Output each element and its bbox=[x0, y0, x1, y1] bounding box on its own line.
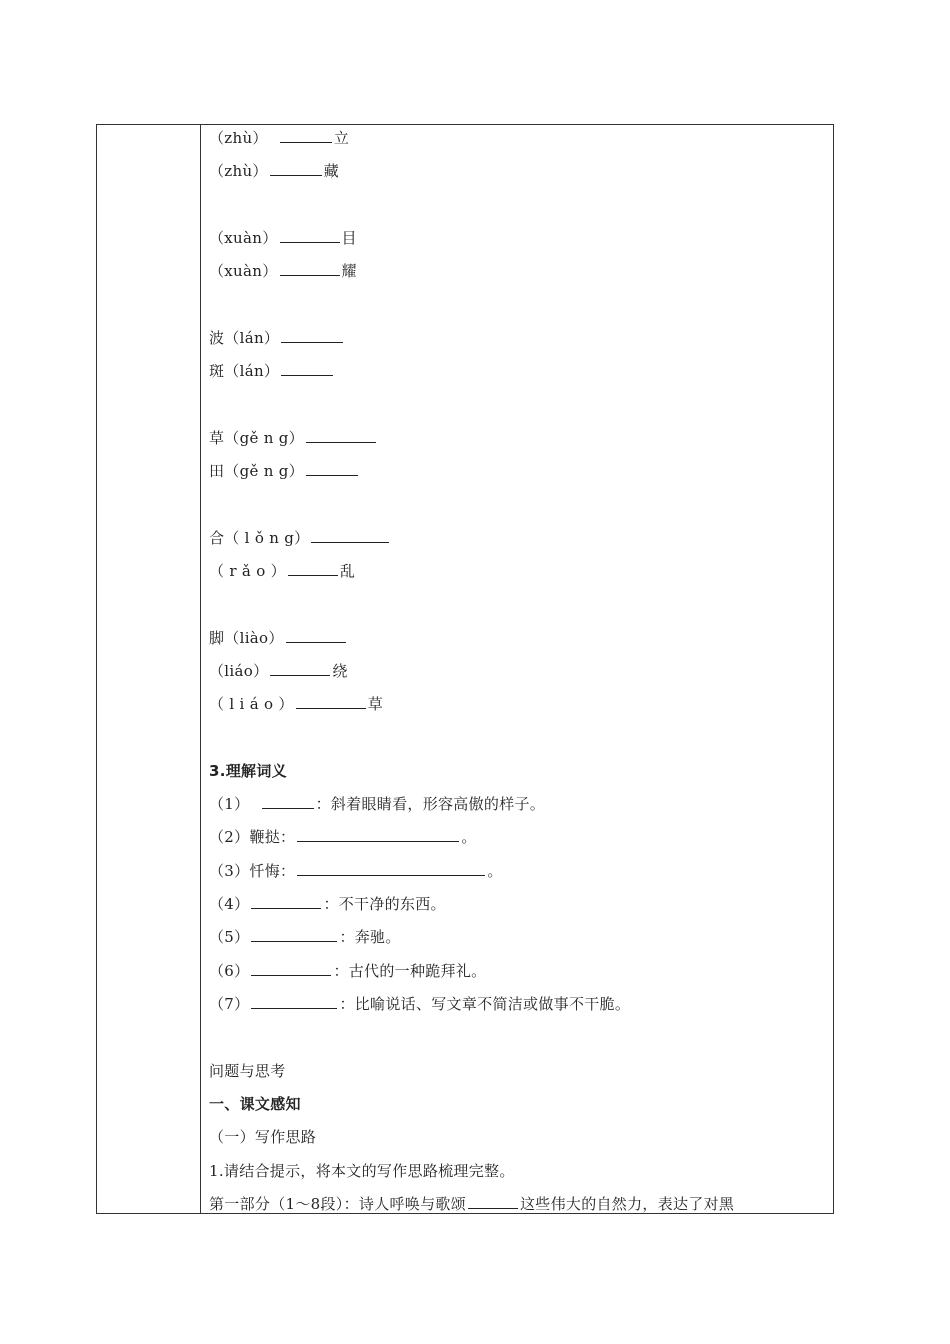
column-divider bbox=[200, 124, 201, 1214]
definition-item: （5） ：奔驰。 bbox=[209, 928, 401, 946]
answer-blank[interactable] bbox=[296, 694, 366, 709]
table-frame bbox=[96, 124, 834, 1214]
answer-blank[interactable] bbox=[280, 261, 340, 276]
part-title: 一、课文感知 bbox=[209, 1095, 301, 1113]
answer-blank[interactable] bbox=[281, 328, 343, 343]
answer-blank[interactable] bbox=[306, 428, 376, 443]
definition-item: （3）忏悔： 。 bbox=[209, 862, 503, 880]
sub-title: （一）写作思路 bbox=[209, 1128, 317, 1146]
definition-item: （7） ：比喻说话、写文章不简洁或做事不干脆。 bbox=[209, 995, 631, 1013]
pinyin-item: （liáo） 绕 bbox=[209, 662, 348, 680]
pinyin-item: （ l i á o ） 草 bbox=[209, 695, 384, 713]
pinyin-item: 田（gě n g） bbox=[209, 461, 360, 481]
answer-blank[interactable] bbox=[280, 228, 340, 243]
definition-item: （4） ：不干净的东西。 bbox=[209, 895, 446, 913]
answer-blank[interactable] bbox=[468, 1194, 518, 1209]
pinyin-item: （xuàn） 目 bbox=[209, 229, 357, 247]
answer-blank[interactable] bbox=[311, 528, 389, 543]
part-one-line: 第一部分（1～8段）：诗人呼唤与歌颂 这些伟大的自然力，表达了对黑 bbox=[209, 1195, 735, 1213]
answer-blank[interactable] bbox=[288, 561, 338, 576]
questions-heading: 问题与思考 bbox=[209, 1062, 286, 1080]
pinyin-item: 脚（liào） bbox=[209, 628, 348, 648]
definition-item: （2）鞭挞： 。 bbox=[209, 828, 477, 846]
answer-blank[interactable] bbox=[251, 894, 321, 909]
answer-blank[interactable] bbox=[281, 361, 333, 376]
definition-item: （1） ：斜着眼睛看，形容高傲的样子。 bbox=[209, 795, 546, 813]
answer-blank[interactable] bbox=[286, 628, 346, 643]
answer-blank[interactable] bbox=[251, 994, 337, 1009]
answer-blank[interactable] bbox=[262, 794, 314, 809]
pinyin-item: （ r ǎ o ） 乱 bbox=[209, 562, 356, 580]
definition-item: （6） ：古代的一种跪拜礼。 bbox=[209, 962, 487, 980]
section-title: 3.理解词义 bbox=[209, 762, 287, 780]
answer-blank[interactable] bbox=[280, 128, 332, 143]
pinyin-item: 合（ l ǒ n g） bbox=[209, 528, 391, 548]
answer-blank[interactable] bbox=[251, 961, 331, 976]
question-text: 1.请结合提示，将本文的写作思路梳理完整。 bbox=[209, 1162, 515, 1180]
pinyin-item: 草（gě n g） bbox=[209, 428, 378, 448]
pinyin-item: （zhù） 立 bbox=[209, 129, 350, 147]
answer-blank[interactable] bbox=[270, 161, 322, 176]
answer-blank[interactable] bbox=[306, 461, 358, 476]
pinyin-item: 斑（lán） bbox=[209, 361, 335, 381]
answer-blank[interactable] bbox=[297, 827, 459, 842]
answer-blank[interactable] bbox=[297, 861, 485, 876]
pinyin-item: 波（lán） bbox=[209, 328, 345, 348]
answer-blank[interactable] bbox=[251, 927, 337, 942]
pinyin-item: （xuàn） 耀 bbox=[209, 262, 357, 280]
answer-blank[interactable] bbox=[270, 661, 330, 676]
pinyin-item: （zhù） 藏 bbox=[209, 162, 340, 180]
